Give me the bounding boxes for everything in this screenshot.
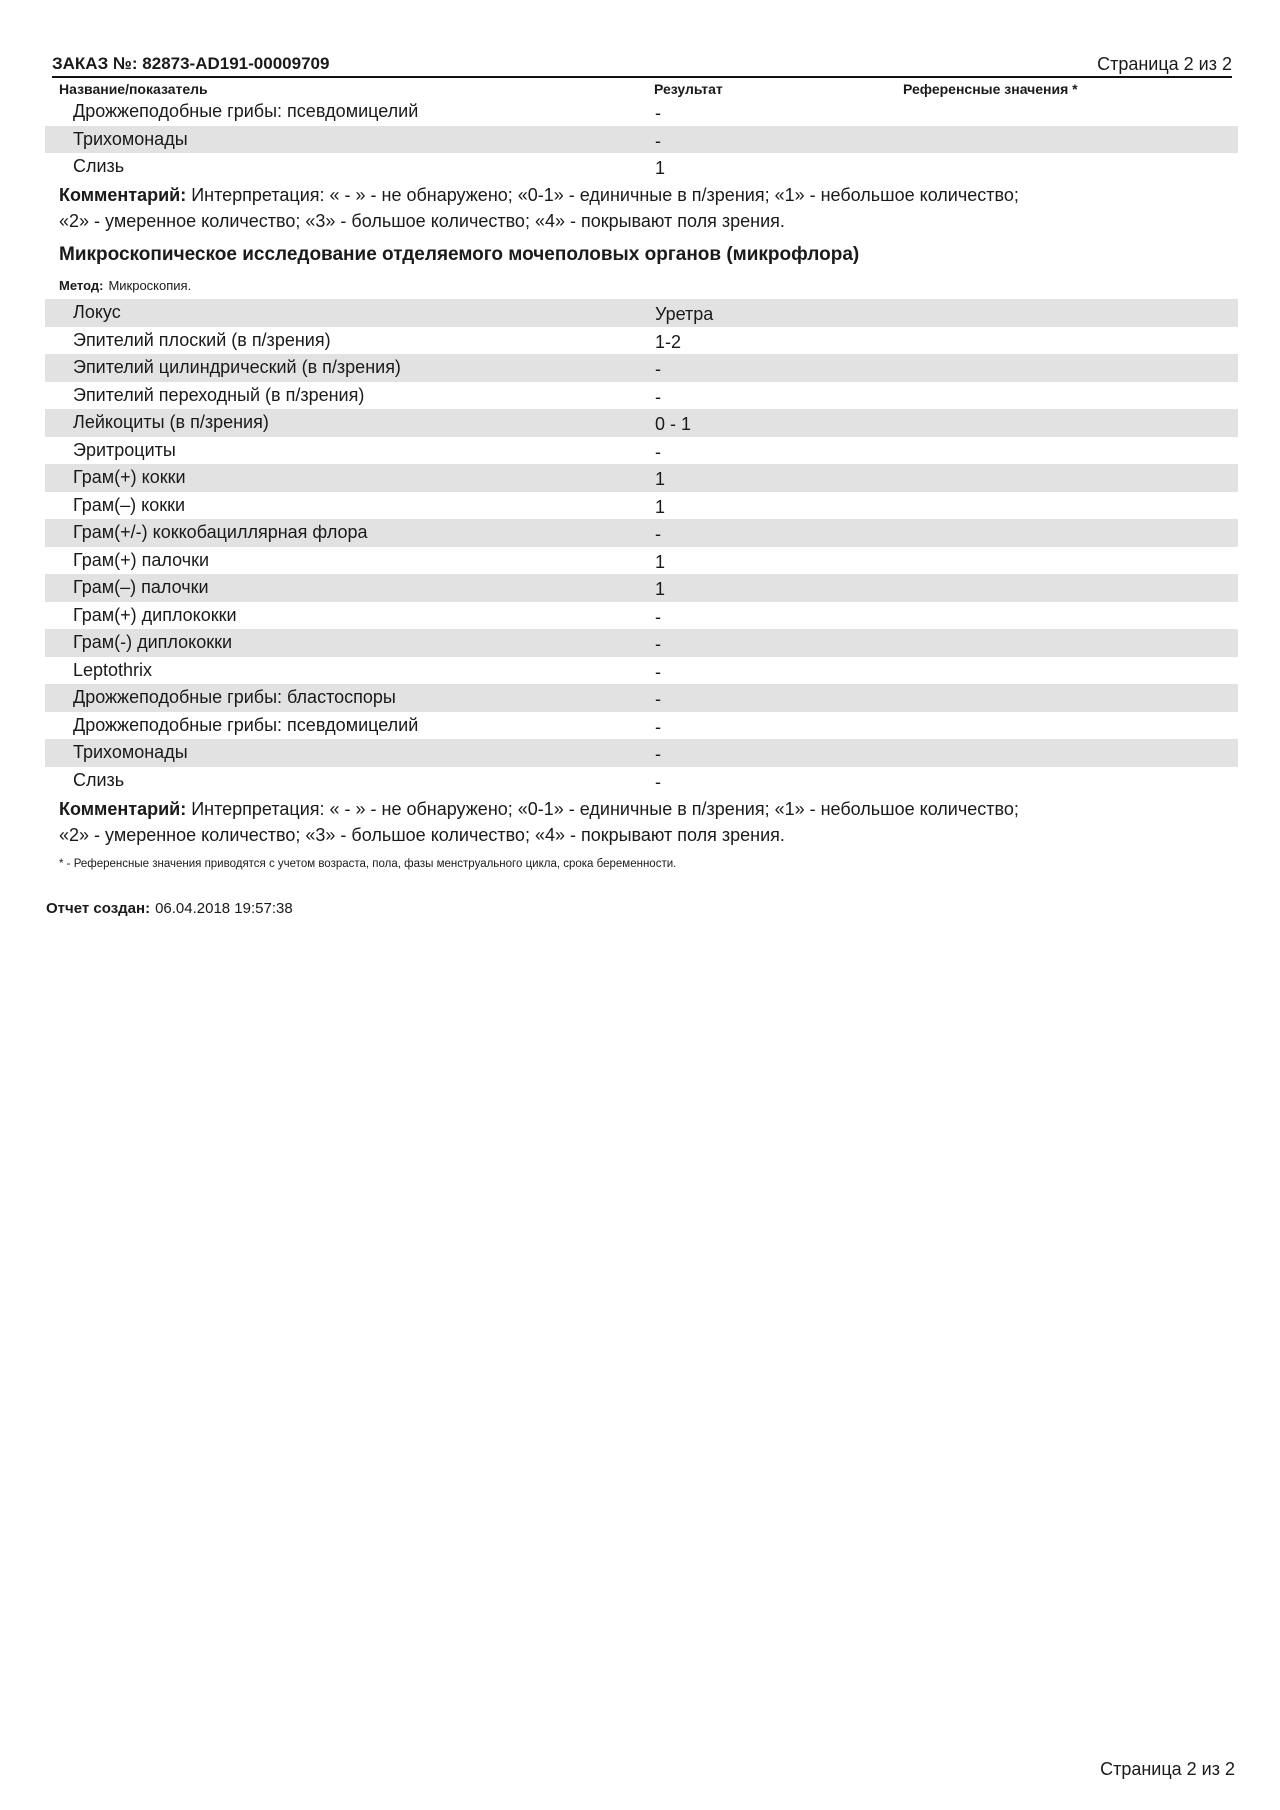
row-name: Грам(-) диплококки: [73, 632, 233, 652]
row-result: -: [655, 386, 661, 407]
section-title: Микроскопическое исследование отделяемого мочеполовых органов (микрофлора): [59, 244, 860, 265]
row-name: Эпителий цилиндрический (в п/зрения): [73, 357, 401, 377]
table-row: [45, 574, 1238, 602]
created-timestamp: 06.04.2018 19:57:38: [155, 900, 293, 917]
row-name: Leptothrix: [73, 659, 153, 680]
row-name: Лейкоциты (в п/зрения): [73, 412, 269, 432]
comment-text-line: Интерпретация: « - » - не обнаружено; «0-1» - единичные в п/зрения; «1» - небольшое количество;: [191, 799, 1019, 819]
row-name: Слизь: [73, 156, 125, 176]
results-table-continued: [45, 98, 1238, 181]
comment-text-line: «2» - умеренное количество; «3» - большое количество; «4» - покрывают поля зрения.: [59, 211, 785, 231]
row-result: 0 - 1: [655, 414, 692, 434]
row-name: Слизь: [73, 769, 125, 790]
created-label: Отчет создан:: [46, 900, 151, 917]
table-row: [45, 519, 1238, 547]
row-name: Эритроциты: [73, 439, 176, 460]
row-name: Грам(–) палочки: [73, 577, 209, 597]
table-row: [45, 126, 1238, 154]
comment-block-2: [59, 796, 1239, 848]
row-name: Дрожжеподобные грибы: псевдомицелий: [73, 101, 419, 121]
row-result: Уретра: [655, 304, 714, 324]
row-name: Грам(+/-) коккобациллярная флора: [73, 522, 368, 542]
column-headers: [59, 81, 1239, 99]
row-result: -: [655, 716, 661, 737]
table-row: [45, 382, 1238, 410]
row-result: -: [655, 606, 661, 627]
header-divider: [52, 76, 1232, 78]
column-header-reference: Референсные значения *: [903, 81, 1078, 97]
comment-label: Комментарий:: [59, 185, 187, 205]
row-name: Грам(+) палочки: [73, 549, 210, 570]
row-name: Эпителий переходный (в п/зрения): [73, 384, 365, 405]
row-result: 1: [655, 469, 666, 489]
row-result: -: [655, 661, 661, 682]
comment-label: Комментарий:: [59, 799, 187, 819]
row-name: Трихомонады: [73, 128, 188, 149]
row-result: 1: [655, 579, 666, 599]
page-indicator-bottom: Страница 2 из 2: [1100, 1759, 1235, 1779]
table-row: [45, 657, 1238, 685]
comment-text-line: «2» - умеренное количество; «3» - большое количество; «4» - покрывают поля зрения.: [59, 825, 785, 845]
method-line: [59, 278, 191, 293]
table-row: [45, 464, 1238, 492]
page-indicator-top: Страница 2 из 2: [1097, 54, 1232, 74]
row-result: 1: [655, 551, 666, 572]
table-row: [45, 629, 1238, 657]
column-header-result: Результат: [654, 81, 723, 97]
row-result: -: [655, 103, 661, 123]
row-name: Трихомонады: [73, 742, 188, 762]
row-result: -: [655, 524, 661, 544]
microflora-table: [45, 299, 1238, 794]
comment-text-line: Интерпретация: « - » - не обнаружено; «0-1» - единичные в п/зрения; «1» - небольшое количество;: [191, 185, 1019, 205]
table-row: [45, 409, 1238, 437]
method-label: Метод:: [59, 278, 104, 293]
table-row: [45, 547, 1238, 575]
row-result: 1-2: [655, 331, 682, 352]
table-row: [45, 712, 1238, 740]
row-result: -: [655, 744, 661, 764]
table-row: [45, 437, 1238, 465]
table-row: [45, 327, 1238, 355]
row-name: Эпителий плоский (в п/зрения): [73, 329, 331, 350]
table-row: [45, 98, 1238, 126]
row-name: Грам(–) кокки: [73, 494, 186, 515]
table-row: [45, 153, 1238, 181]
row-result: -: [655, 689, 661, 709]
table-row: [45, 602, 1238, 630]
row-result: -: [655, 130, 661, 151]
row-name: Дрожжеподобные грибы: псевдомицелий: [73, 714, 419, 735]
table-row: [45, 684, 1238, 712]
row-name: Грам(+) диплококки: [73, 604, 237, 625]
row-result: -: [655, 359, 661, 379]
page-header: [52, 52, 1232, 76]
table-row: [45, 354, 1238, 382]
row-result: -: [655, 634, 661, 654]
reference-footnote: * - Референсные значения приводятся с учетом возраста, пола, фазы менструального цикла, срока беременности.: [59, 858, 677, 870]
report-created: [46, 900, 293, 917]
row-name: Локус: [73, 302, 121, 322]
row-result: -: [655, 771, 661, 792]
table-row: [45, 492, 1238, 520]
row-name: Дрожжеподобные грибы: бластоспоры: [73, 687, 396, 707]
method-value: Микроскопия.: [108, 278, 192, 293]
row-result: 1: [655, 158, 666, 178]
table-row: [45, 767, 1238, 795]
row-name: Грам(+) кокки: [73, 467, 186, 487]
column-header-name: Название/показатель: [59, 81, 208, 97]
order-number: ЗАКАЗ №: 82873-AD191-00009709: [52, 54, 330, 73]
table-row: [45, 739, 1238, 767]
comment-block-1: [59, 182, 1239, 234]
row-result: -: [655, 441, 661, 462]
table-row: [45, 299, 1238, 327]
row-result: 1: [655, 496, 666, 517]
